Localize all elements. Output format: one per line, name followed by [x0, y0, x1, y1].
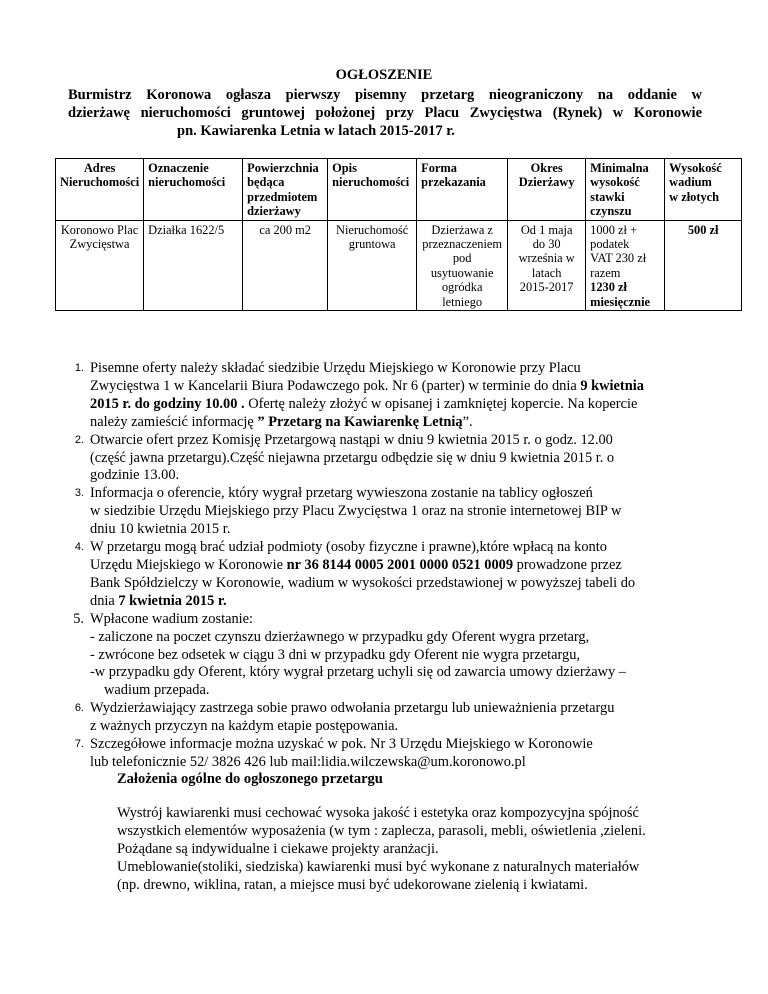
item-number: 1. [74, 362, 84, 374]
list-item: 4. W przetargu mogą brać udział podmioty (osoby fizyczne i prawne),które wpłacą na konto Urzędu Miejskiego w Koronowie nr 36 8144 0005 2001 0000 0521 0009 prowadzone przez Bank Spółdzielczy w Koronowie, wadium w wysokości przedstawionej w powyższej tabeli do dnia 7 kwietnia 2015 r. [90, 539, 698, 611]
heading-line-1: Burmistrz Koronowa ogłasza pierwszy pisemny przetarg nieograniczony na oddanie w [68, 87, 702, 103]
heading-line-2: dzierżawę nieruchomości gruntowej położonej przy Placu Zwycięstwa (Rynek) w Koronowie [68, 105, 702, 121]
cell-transfer-form: Dzierżawa z przeznaczeniem pod usytuowanie ogródka letniego [417, 220, 508, 310]
header-description: Opis nieruchomości [328, 159, 417, 221]
heading-line-3: pn. Kawiarenka Letnia w latach 2015-2017 r. [177, 123, 455, 139]
header-transfer-form: Forma przekazania [417, 159, 508, 221]
cell-min-rent: 1000 zł + podatek VAT 230 zł razem 1230 zł miesięcznie [586, 220, 665, 310]
table-row [56, 220, 742, 310]
header-address: Adres Nieruchomości [56, 159, 144, 221]
cell-area: ca 200 m2 [243, 220, 328, 310]
item-number: 7. [74, 738, 84, 751]
list-item: 3. Informacja o oferencie, który wygrał przetarg wywieszona zostanie na tablicy ogłoszeń w siedzibie Urzędu Miejskiego przy Placu Zwycięstwa 1 oraz na stronie internetowej BIP w dniu 10 kwietnia 2015 r. [90, 485, 698, 539]
list-item: 2. Otwarcie ofert przez Komisję Przetargową nastąpi w dniu 9 kwietnia 2015 r. o godz. 12.00 (część jawna przetargu).Część niejawna przetargu odbędzie się w dniu 9 kwietnia 2015 r. o godzinie 13.00. [90, 432, 698, 486]
list-item: 5. Wpłacone wadium zostanie: - zaliczone na poczet czynszu dzierżawnego w przypadku gdy Oferent wygra przetarg, - zwrócone bez odsetek w ciągu 3 dni w przypadku gdy Oferent nie wygra przetargu, -w przypadku gdy Oferent, który wygrał przetarg uchyli się od zawarcia umowy dzierżawy – wadium przepada. [90, 611, 698, 701]
terms-list [73, 360, 698, 772]
section-body: Wystrój kawiarenki musi cechować wysoka jakość i estetyka oraz kompozycyjna spójność wszystkich elementów wyposażenia (w tym : zaplecza, parasoli, mebli, oświetlenia ,zieleni. Pożądane są indywidualne i ciekawe projekty aranżacji. Umeblowanie(stoliki, siedziska) kawiarenki musi być wykonane z naturalnych materiałów (np. drewno, wiklina, ratan, a miejsce musi być udekorowane zielenią i kwiatami. [117, 805, 646, 893]
announcement-heading [68, 86, 702, 140]
item-number: 6. [74, 702, 84, 715]
header-min-rent: Minimalna wysokość stawki czynszu [586, 159, 665, 221]
cell-deposit: 500 zł [665, 220, 742, 310]
header-lease-period: Okres Dzierżawy [508, 159, 586, 221]
header-area: Powierzchnia będąca przedmiotem dzierżawy [243, 159, 328, 221]
item-number: 2. [74, 433, 84, 446]
header-designation: Oznaczenie nieruchomości [144, 159, 243, 221]
lease-table [55, 158, 742, 311]
header-deposit: Wysokość wadium w złotych [665, 159, 742, 221]
cell-description: Nieruchomość gruntowa [328, 220, 417, 310]
table-header-row [56, 159, 742, 221]
cell-lease-period: Od 1 maja do 30 września w latach 2015-2017 [508, 220, 586, 310]
cell-designation: Działka 1622/5 [144, 220, 243, 310]
list-item: 7. Szczegółowe informacje można uzyskać w pok. Nr 3 Urzędu Miejskiego w Koronowie lub telefonicznie 52/ 3826 426 lub mail:lidia.wilczewska@um.koronowo.pl [90, 736, 698, 772]
section-heading: Założenia ogólne do ogłoszonego przetargu [117, 771, 383, 787]
list-item: 1. Pisemne oferty należy składać siedzibie Urzędu Miejskiego w Koronowie przy Placu Zwycięstwa 1 w Kancelarii Biura Podawczego pok. Nr 6 (parter) w terminie do dnia 9 kwietnia 2015 r. do godziny 10.00 . Ofertę należy złożyć w opisanej i zamkniętej kopercie. Na kopercie należy zamieścić informację ” Przetarg na Kawiarenkę Letnią”. [90, 360, 698, 432]
cell-address: Koronowo Plac Zwycięstwa [56, 220, 144, 310]
item-number: 3. [74, 487, 84, 500]
list-item: 6. Wydzierżawiający zastrzega sobie prawo odwołania przetargu lub unieważnienia przetargu z ważnych przyczyn na każdym etapie postępowania. [90, 700, 698, 736]
document-title: OGŁOSZENIE [335, 67, 433, 83]
item-number: 4. [74, 541, 84, 554]
item-number: 5. [73, 610, 84, 627]
